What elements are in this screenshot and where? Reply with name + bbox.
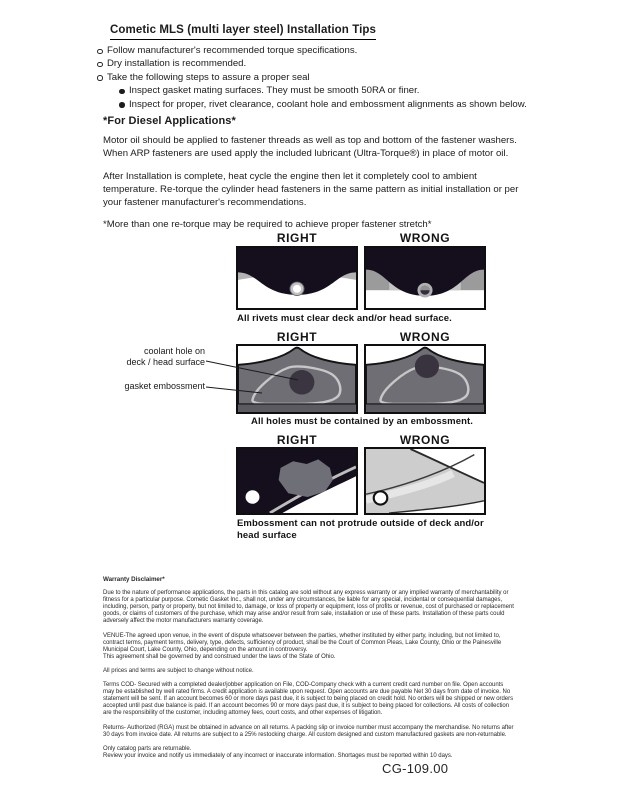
gasket-top-view-image — [366, 346, 484, 412]
right-label: RIGHT — [276, 433, 318, 447]
diagram-caption: All holes must be contained by an embossment. — [251, 416, 473, 427]
filled-bullet-icon — [119, 102, 125, 108]
wrong-label: WRONG — [399, 231, 451, 245]
list-item-text: Take the following steps to assure a proper seal — [107, 71, 310, 83]
page-number: CG-109.00 — [382, 761, 449, 776]
embossment-protrusion-wrong-diagram — [364, 447, 486, 515]
diagram-caption: Embossment can not protrude outside of deck and/or head surface — [237, 518, 484, 541]
fineprint-paragraph: Returns- Authorized (RGA) must be obtained in advance on all returns. A packing slip or invoice number must accompany the merchandise. No returns after 30 days from invoice date. All returns are subject to a 25% restocking charge. All custom designed and custom manufactured gaskets are non-returnable. — [103, 724, 514, 738]
sub-list-item — [119, 98, 529, 111]
list-item-text: Dry installation is recommended. — [107, 58, 247, 70]
gasket-edge-image — [238, 449, 356, 513]
diesel-paragraph: *More than one re-torque may be required to achieve proper fastener stretch* — [103, 219, 432, 231]
hole-embossment-right-diagram — [236, 344, 358, 414]
list-item-text: Follow manufacturer's recommended torque specifications. — [107, 45, 358, 56]
fineprint-paragraph: VENUE-The agreed upon venue, in the event of dispute whatsoever between the parties, whether instituted by either party, including, but not limited to, contract terms, payment terms, delivery, type, defects, sufficiency of product, shall be the Court of Common Pleas, Lake County, Ohio or the Painesville Municipal Court, Lake County, Ohio, depending on the amount in controversy. — [103, 632, 502, 653]
diesel-paragraph: After Installation is complete, heat cycle the engine then let it completely cool to ambient temperature. Re-torque the cylinder head fasteners in the same pattern as initial installation or per your fastener manufacturer's recommendations. — [103, 170, 519, 209]
diesel-paragraph: Motor oil should be applied to fastener threads as well as top and bottom of the fastener washers. When ARP fasteners are used apply the included lubricant (Ultra-Torque®) in place of motor oil. — [103, 135, 517, 160]
right-label: RIGHT — [276, 231, 318, 245]
open-bullet-icon — [97, 49, 103, 55]
open-bullet-icon — [97, 62, 103, 68]
list-item-text: Inspect gasket mating surfaces. They must be smooth 50RA or finer. — [129, 85, 420, 97]
open-bullet-icon — [97, 75, 103, 81]
list-item — [97, 44, 529, 57]
gasket-cross-section-image — [366, 248, 484, 308]
installation-tips-list — [97, 44, 529, 111]
fineprint-paragraph: Review your invoice and notify us immediately of any incorrect or inaccurate information. Shortages must be reported within 10 days. — [103, 752, 453, 759]
coolant-hole-annotation: coolant hole on deck / head surface — [126, 346, 205, 367]
diesel-applications-section — [103, 115, 527, 240]
fineprint-paragraph: This agreement shall be governed by and construed under the laws of the State of Ohio. — [103, 653, 336, 660]
list-item — [97, 71, 529, 84]
diagram-caption: All rivets must clear deck and/or head surface. — [237, 313, 452, 324]
page-title: Cometic MLS (multi layer steel) Installation Tips — [110, 24, 376, 40]
gasket-edge-image — [366, 449, 484, 513]
gasket-embossment-annotation: gasket embossment — [124, 381, 205, 391]
gasket-cross-section-image — [238, 248, 356, 308]
wrong-label: WRONG — [399, 330, 451, 344]
rivet-clearance-wrong-diagram — [364, 246, 486, 310]
gasket-top-view-image — [238, 346, 356, 412]
wrong-label: WRONG — [399, 433, 451, 447]
rivet-clearance-right-diagram — [236, 246, 358, 310]
fineprint-paragraph: Terms COD- Secured with a completed dealer/jobber application on File, COD-Company check with a current credit card number on file. Open accounts may be established by well rated firms. A credit application is available upon request. Open accounts are due payable Net 30 days from date of invoice. No statement will be sent. If an account becomes 60 or more days past due, it is subject to being placed on credit hold. No orders will be shipped or new orders accepted until past due balance is paid. If an account becomes 90 or more days past due, it is subject to being placed for collections. All costs of collection are the responsibility of the customer, including attorney fees, court costs, and other expenses of litigation. — [103, 682, 514, 717]
list-item — [97, 57, 529, 70]
list-item-text: Inspect for proper, rivet clearance, coolant hole and embossment alignments as shown below. — [129, 98, 527, 110]
right-label: RIGHT — [276, 330, 318, 344]
fineprint-paragraph: All prices and terms are subject to change without notice. — [103, 667, 254, 674]
warranty-disclaimer-section — [103, 576, 516, 767]
sub-list-item — [119, 84, 529, 97]
filled-bullet-icon — [119, 89, 125, 95]
diesel-heading: *For Diesel Applications* — [103, 115, 236, 127]
fineprint-paragraph: Only catalog parts are returnable. — [103, 745, 192, 752]
warranty-heading: Warranty Disclaimer* — [103, 576, 165, 583]
embossment-protrusion-right-diagram — [236, 447, 358, 515]
fineprint-paragraph: Due to the nature of performance applications, the parts in this catalog are sold without any express warranty or any implied warranty of merchantability or fitness for a particular purpose. Cometic Gasket Inc., shall not, under any circumstances, be liable for any special, incidental or consequential damages, including, person, party or property, but not limited to, damage, or loss of property or equipment, loss of profits or revenue, cost of purchased or replacement goods, or claims of customers of the purchase, which may arise and/or result from sale, installation or use of these parts. Installation of these parts could adversely affect the motor manufacturers warranty coverage. — [103, 590, 514, 625]
hole-embossment-wrong-diagram — [364, 344, 486, 414]
